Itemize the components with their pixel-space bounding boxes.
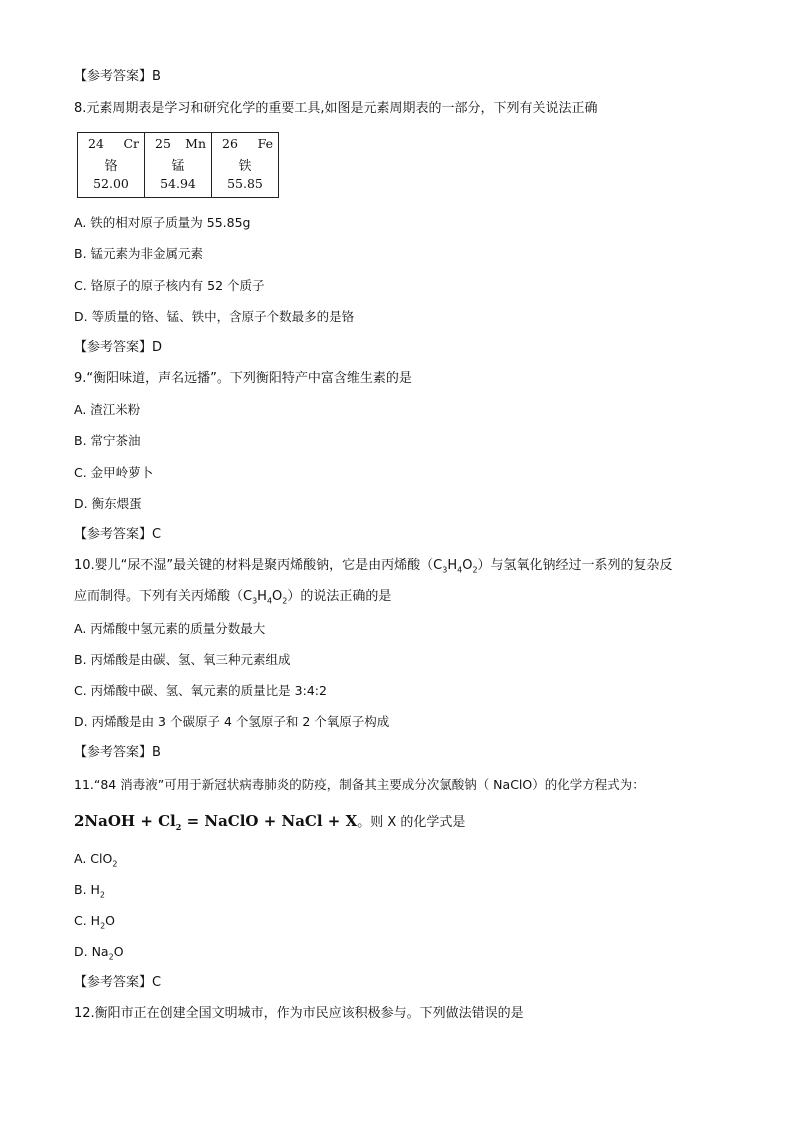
answer-q7: 【参考答案】B: [74, 69, 161, 84]
element-symbol: Fe: [257, 136, 273, 151]
q8-option-b: B. 锰元素为非金属元素: [74, 246, 204, 261]
question-10-stem-line2: [74, 588, 391, 611]
question-12-stem: 12.衡阳市正在创建全国文明城市，作为市民应该积极参与。下列做法错误的是: [74, 1006, 524, 1021]
atomic-mass: 55.85: [227, 176, 263, 191]
formula-sub: 3: [252, 596, 258, 606]
periodic-table-excerpt: [77, 132, 279, 198]
q10-option-a: A. 丙烯酸中氢元素的质量分数最大: [74, 621, 266, 636]
q11-option-b: B. $H_2$: [74, 882, 106, 900]
q10-option-d: D. 丙烯酸是由 3 个碳原子 4 个氢原子和 2 个氧原子构成: [74, 714, 390, 729]
formula-el: O: [462, 558, 473, 573]
stem-text: ）与氢氧化钠经过一系列的复杂反: [477, 558, 673, 573]
atomic-mass: 54.94: [160, 176, 196, 191]
stem-text: 10.婴儿“尿不湿”最关键的材料是聚丙烯酸钠，它是由丙烯酸（C: [74, 558, 443, 573]
element-symbol: Cr: [123, 136, 139, 151]
stem-text: ）的说法正确的是: [287, 589, 392, 604]
q9-option-a: A. 渣江米粉: [74, 402, 141, 417]
answer-q9: 【参考答案】C: [74, 527, 162, 542]
q9-option-c: C. 金甲岭萝卜: [74, 465, 154, 480]
atomic-number: 24: [88, 136, 104, 151]
q8-option-a: A. 铁的相对原子质量为 55.85g: [74, 215, 251, 230]
formula-el: H: [257, 589, 267, 604]
q11-option-c: C. $H_2O$: [74, 913, 116, 931]
q11-option-d: D. $Na_2O$: [74, 944, 124, 962]
formula-sub: 2: [282, 596, 288, 606]
formula-sub: 3: [442, 565, 448, 575]
element-name: 铬: [104, 159, 118, 174]
q9-option-b: B. 常宁茶油: [74, 433, 141, 448]
formula-sub: 4: [266, 596, 273, 606]
formula-el: O: [272, 589, 283, 604]
element-name: 铁: [238, 159, 252, 174]
question-8-stem: 8.元素周期表是学习和研究化学的重要工具,如图是元素周期表的一部分，下列有关说法正确: [74, 101, 598, 116]
element-cell-mn: [145, 133, 212, 198]
q11-option-a: A. ClO$_2$: [74, 851, 118, 869]
q10-option-b: B. 丙烯酸是由碳、氢、氧三种元素组成: [74, 652, 291, 667]
question-11-stem: 11.“84 消毒液”可用于新冠状病毒肺炎的防疫，制备其主要成分次氯酸钠（ NaClO）的化学方程式为：: [74, 777, 645, 792]
chemical-equation: 2NaOH + $Cl_2$ = NaClO + NaCl + X: [74, 812, 358, 832]
atomic-number: 25: [155, 136, 171, 151]
answer-q11: 【参考答案】C: [74, 975, 162, 990]
formula-el: H: [447, 558, 458, 573]
question-10-stem-line1: [74, 557, 673, 580]
element-cell-cr: [78, 133, 145, 198]
question-11-equation-line: [74, 812, 465, 836]
element-symbol: Mn: [185, 136, 206, 151]
answer-q8: 【参考答案】D: [74, 340, 163, 355]
formula-sub: 4: [457, 565, 463, 575]
answer-q10: 【参考答案】B: [74, 745, 161, 760]
formula-sub: 2: [472, 565, 478, 575]
element-cell-fe: [212, 133, 279, 198]
stem-text: 应而制得。下列有关丙烯酸（C: [74, 589, 253, 604]
question-9-stem: 9.“衡阳味道，声名远播”。下列衡阳特产中富含维生素的是: [74, 371, 412, 386]
equation-tail: 。则 X 的化学式是: [357, 815, 466, 830]
q8-option-c: C. 铬原子的原子核内有 52 个质子: [74, 278, 265, 293]
q9-option-d: D. 衡东煨蛋: [74, 496, 142, 511]
atomic-number: 26: [222, 136, 238, 151]
q8-option-d: D. 等质量的铬、锰、铁中，含原子个数最多的是铬: [74, 309, 355, 324]
q10-option-c: C. 丙烯酸中碳、氢、氧元素的质量比是 3:4:2: [74, 683, 327, 698]
element-name: 锰: [171, 159, 185, 174]
atomic-mass: 52.00: [93, 176, 129, 191]
